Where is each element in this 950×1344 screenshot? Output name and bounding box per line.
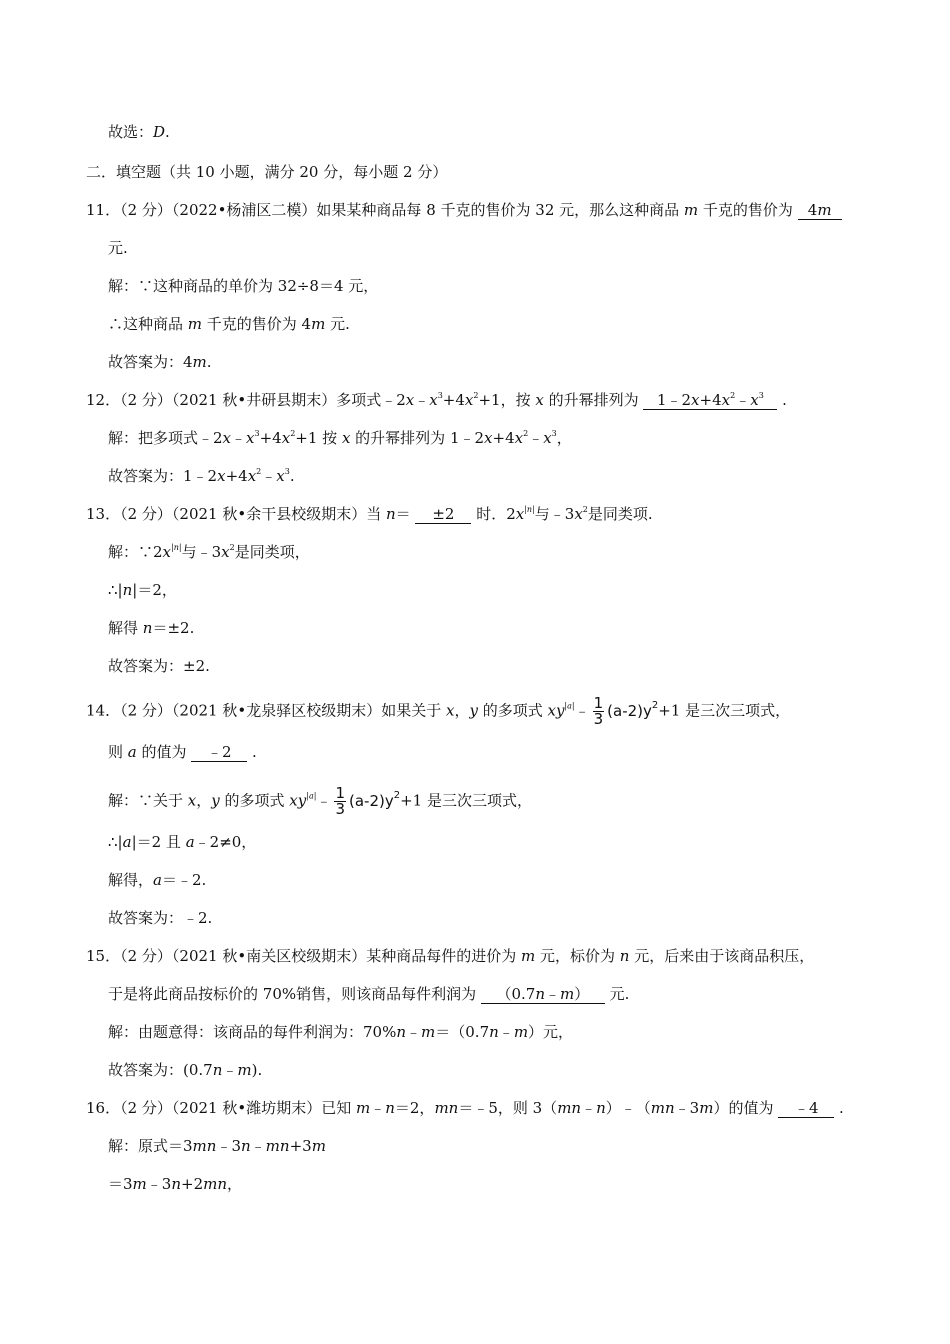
question-15: 15．（2 分）（2021 秋•南关区校级期末）某种商品每件的进价为 m 元，标价为 n 元，后来由于该商品积压， [86, 947, 815, 965]
solution-14-step1: 解：∵关于 x，y 的多项式 $xy^{|a|}﹣$ $\frac{1}{3}$ $(a-2)y^2+1$ 是三次三项式， [108, 784, 532, 818]
answer-blank-16: ﹣4 [778, 1099, 834, 1118]
question-11-tail: 元. [108, 239, 128, 257]
solution-12-step1: 解：把多项式$﹣2x﹣x^3+4x^2+1$ 按 x 的升幂排列为 $1﹣2x+4x^2﹣x^3$， [108, 429, 572, 447]
answer-blank-15: （0.7n﹣m） [481, 985, 605, 1004]
solution-16-step2: ＝3m﹣3n+2mn， [108, 1175, 243, 1193]
question-11: 11．（2 分）（2022•杨浦区二模）如果某种商品每 8 千克的售价为 32 元，那么这种商品 m 千克的售价为 4m [86, 200, 842, 220]
question-15-line2: 于是将此商品按标价的 70%销售，则该商品每件利润为 （0.7n﹣m） 元. [108, 985, 630, 1003]
solution-16-step1: 解：原式＝3mn﹣3n﹣mn+3m [108, 1137, 326, 1155]
answer-blank-11: 4m [798, 201, 842, 220]
solution-13-step1: 解：$\because 2x^{|n|}$与$﹣3x^2$是同类项， [108, 543, 310, 561]
answer-blank-14: ﹣2 [191, 743, 247, 762]
solution-14-step3: 解得，a＝﹣2. [108, 871, 207, 889]
fraction-one-third: $\frac{1}{3}$ [593, 694, 604, 728]
question-13: 13．（2 分）（2021 秋•余干县校级期末）当 n＝ ±2 时．$2x^{|n|}$与$﹣3x^2$是同类项. [86, 505, 653, 523]
solution-11-step1: 解：∵这种商品的单价为 32÷8＝4 元， [108, 277, 379, 295]
question-12: 12．（2 分）（2021 秋•井研县期末）多项式$﹣2x﹣x^3+4x^2+1$，按 x 的升幂排列为 $1﹣2x+4x^2﹣x^3$ . [86, 391, 787, 409]
solution-14-answer: 故答案为：﹣2. [108, 909, 213, 927]
solution-13-step2: ∴|n|＝2， [108, 581, 177, 599]
solution-15-answer: 故答案为：(0.7n﹣m). [108, 1061, 263, 1079]
question-14-line2: 则 a 的值为 ﹣2 . [108, 743, 257, 761]
solution-13-answer: 故答案为：±2. [108, 657, 210, 675]
answer-blank-13: ±2 [415, 505, 471, 524]
solution-12-answer: 故答案为：$1﹣2x+4x^2﹣x^3$. [108, 467, 295, 485]
solution-15-step1: 解：由题意得：该商品的每件利润为：70%n﹣m＝（0.7n﹣m）元， [108, 1023, 574, 1041]
previous-conclusion: 故选：D. [108, 123, 170, 141]
question-16: 16．（2 分）（2021 秋•潍坊期末）已知 m﹣n＝2，mn＝﹣5，则 3（mn﹣n）﹣（mn﹣3m）的值为 ﹣4 . [86, 1099, 844, 1117]
answer-blank-12: $1﹣2x+4x^2﹣x^3$ [643, 391, 777, 410]
question-14: 14．（2 分）（2021 秋•龙泉驿区校级期末）如果关于 x，y 的多项式 $xy^{|a|}﹣$ $\frac{1}{3}$ $(a-2)y^2+1$ 是三次三项式， [86, 694, 791, 728]
fraction-one-third-2: $\frac{1}{3}$ [335, 784, 345, 818]
solution-11-answer: 故答案为：4m. [108, 353, 212, 371]
solution-14-step2: ∴|a|＝2 且 a﹣2≠0， [108, 833, 257, 851]
section-heading: 二．填空题（共 10 小题，满分 20 分，每小题 2 分） [86, 163, 448, 181]
solution-13-step3: 解得 n＝±2. [108, 619, 195, 637]
solution-11-step2: ∴这种商品 m 千克的售价为 4m 元. [108, 315, 350, 333]
